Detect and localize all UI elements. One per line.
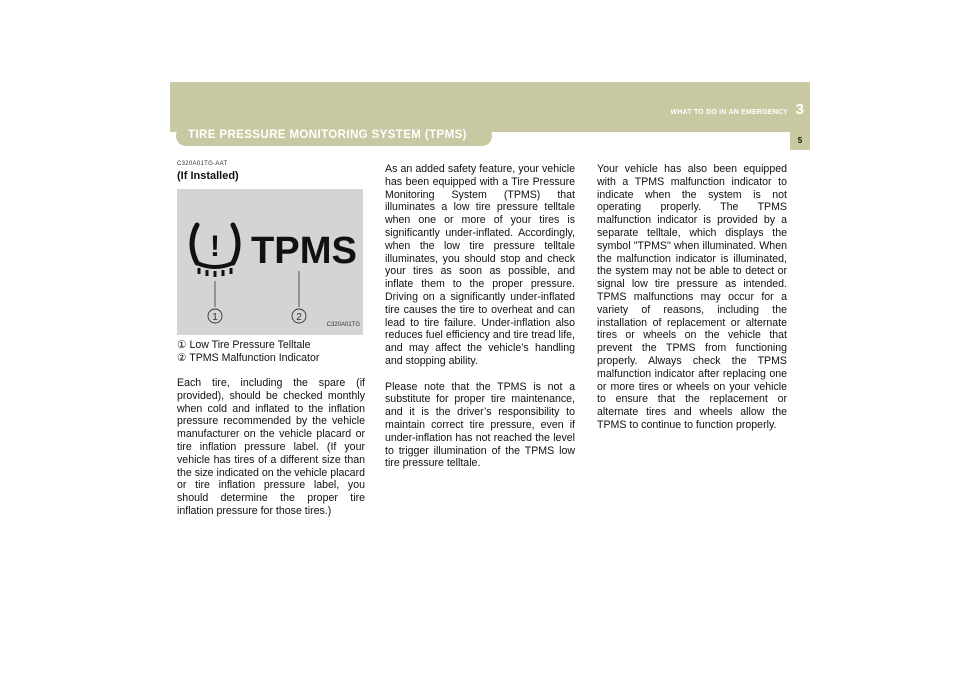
page-tab — [790, 132, 810, 150]
column-middle — [385, 163, 575, 483]
warning-symbol: ! — [210, 230, 220, 263]
section-title-pill — [176, 126, 492, 146]
tpms-indicator-text: TPMS — [251, 230, 357, 272]
column-right — [597, 163, 787, 445]
paragraph: As an added safety feature, your vehicle has been equipped with a Tire Pressure Monitoring System (TPMS) that illuminates a low tire pressure telltale when one or more of your tires is significantly under-inflated. Accordingly, when the low tire pressure telltale illuminates, you should stop and check your tires as soon as possible, and inflate them to the proper pressure. Driving on a significantly under-inflated tire causes the tire to overheat and can lead to tire failure. Under-inflation also reduces fuel efficiency and tire tread life, and may affect the vehicle’s handling and stopping ability. — [385, 163, 575, 367]
tpms-illustration — [177, 189, 363, 335]
legend-item-1: ① Low Tire Pressure Telltale — [177, 339, 311, 351]
section-label: WHAT TO DO IN AN EMERGENCY — [670, 109, 788, 116]
figure-code: C320A01TG — [326, 322, 360, 329]
tpms-telltale-figure — [177, 189, 363, 335]
paragraph: Each tire, including the spare (if provided), should be checked monthly when cold and inflated to the inflation pressure recommended by the vehicle manufacturer on the vehicle placard or tire inflation pressure label. (If your vehicle has tires of a different size than the size indicated on the vehicle placard or tire inflation pressure label, you should determine the proper tire inflation pressure for those tires.) — [177, 377, 365, 517]
subheading: (If Installed) — [177, 170, 239, 182]
callout-number-2: 2 — [296, 312, 302, 323]
column-left — [177, 160, 365, 531]
low-tire-pressure-icon — [192, 225, 238, 277]
reference-code: C320A01TG-AAT — [177, 161, 228, 167]
legend-item-2: ② TPMS Malfunction Indicator — [177, 352, 320, 364]
callout-number-1: 1 — [212, 312, 218, 323]
paragraph: Please note that the TPMS is not a substitute for proper tire maintenance, and it is the driver’s responsibility to maintain correct tire pressure, even if under-inflation has not reached the level to trigger illumination of the TPMS low tire pressure telltale. — [385, 380, 575, 470]
paragraph: Your vehicle has also been equipped with a TPMS malfunction indicator to indicate when the system is not operating properly. The TPMS malfunction indicator is provided by a separate telltale, which displays the symbol "TPMS" when illuminated. When the malfunction indicator is illuminated, the system may not be able to detect or signal low tire pressure as intended. TPMS malfunctions may occur for a variety of reasons, including the installation of replacement or alternate tires or wheels on the vehicle that prevent the TPMS from functioning properly. Always check the TPMS malfunction indicator after replacing one or more tires or wheels on your vehicle to ensure that the replacement or alternate tires and wheels allow the TPMS to continue to function properly. — [597, 163, 787, 431]
section-title: TIRE PRESSURE MONITORING SYSTEM (TPMS) — [188, 129, 467, 141]
page-number: 5 — [797, 136, 803, 145]
chapter-number: 3 — [795, 101, 804, 118]
figure-legend — [177, 339, 365, 365]
chapter-header — [670, 82, 810, 138]
